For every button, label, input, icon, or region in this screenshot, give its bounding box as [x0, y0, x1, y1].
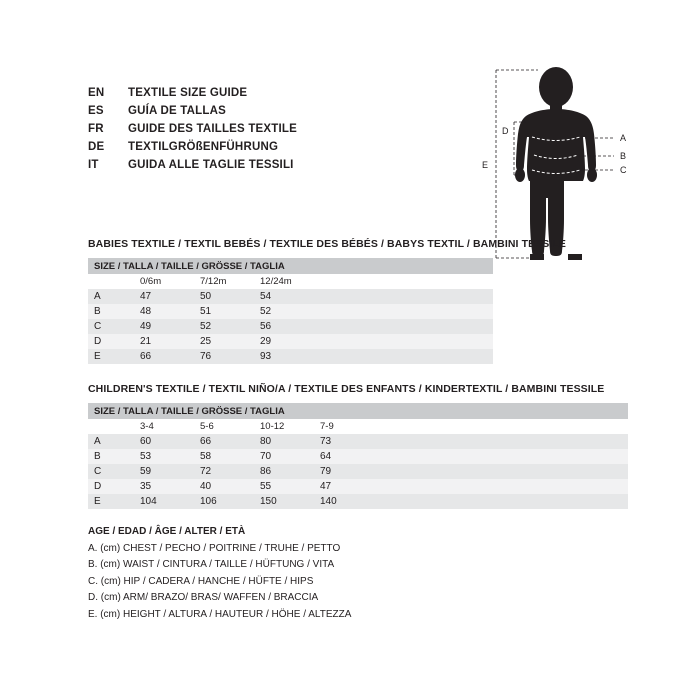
cell-value: 56: [254, 319, 314, 334]
marker-label-e: E: [482, 160, 489, 170]
column-header: 0/6m: [134, 274, 194, 289]
row-label: C: [88, 319, 134, 334]
cell-filler: [374, 494, 628, 509]
marker-label-a: A: [620, 133, 627, 143]
table-row: [88, 479, 628, 494]
language-row: [88, 156, 418, 174]
legend-item-c: C. (cm) HIP / CADERA / HANCHE / HÜFTE / HIPS: [88, 575, 314, 587]
cell-filler: [374, 464, 628, 479]
table-row: [88, 289, 493, 304]
cell-value: 64: [314, 449, 374, 464]
language-row: [88, 102, 418, 120]
cell-filler: [314, 289, 493, 304]
table-row: [88, 334, 493, 349]
babies-section-title: BABIES TEXTILE / TEXTIL BEBÉS / TEXTILE DES BÉBÉS / BABYS TEXTIL / BAMBINI TESSILE: [88, 238, 567, 250]
language-code: DE: [88, 141, 105, 153]
cell-value: 51: [194, 304, 254, 319]
babies-size-header: SIZE / TALLA / TAILLE / GRÖSSE / TAGLIA: [88, 258, 493, 274]
cell-value: 66: [194, 434, 254, 449]
measurement-legend: [88, 524, 351, 623]
table-row: [88, 449, 628, 464]
table-column-row: [88, 419, 628, 434]
column-filler: [314, 274, 493, 289]
cell-value: 25: [194, 334, 254, 349]
column-header: 3-4: [134, 419, 194, 434]
language-title: TEXTILE SIZE GUIDE: [128, 87, 248, 99]
row-label: E: [88, 349, 134, 364]
table-header-row: [88, 403, 628, 419]
cell-value: 52: [254, 304, 314, 319]
row-label: A: [88, 434, 134, 449]
language-code: IT: [88, 159, 99, 171]
row-label: B: [88, 449, 134, 464]
table-row: [88, 464, 628, 479]
marker-label-d: D: [502, 126, 509, 136]
cell-value: 48: [134, 304, 194, 319]
children-section-title: CHILDREN'S TEXTILE / TEXTIL NIÑO/A / TEXTILE DES ENFANTS / KINDERTEXTIL / BAMBINI TESSILE: [88, 383, 605, 395]
cell-value: 72: [194, 464, 254, 479]
legend-item-e: E. (cm) HEIGHT / ALTURA / HAUTEUR / HÖHE / ALTEZZA: [88, 608, 352, 620]
language-code: EN: [88, 87, 105, 99]
cell-value: 58: [194, 449, 254, 464]
row-label: E: [88, 494, 134, 509]
legend-item-a: A. (cm) CHEST / PECHO / POITRINE / TRUHE / PETTO: [88, 542, 341, 554]
language-code: ES: [88, 105, 104, 117]
cell-value: 53: [134, 449, 194, 464]
cell-filler: [314, 349, 493, 364]
cell-value: 29: [254, 334, 314, 349]
cell-value: 150: [254, 494, 314, 509]
cell-value: 140: [314, 494, 374, 509]
row-label: C: [88, 464, 134, 479]
row-label: B: [88, 304, 134, 319]
babies-size-table: [88, 258, 493, 364]
row-label: A: [88, 289, 134, 304]
cell-filler: [374, 434, 628, 449]
cell-value: 80: [254, 434, 314, 449]
table-header-row: [88, 258, 493, 274]
cell-filler: [374, 449, 628, 464]
legend-item-b: B. (cm) WAIST / CINTURA / TAILLE / HÜFTUNG / VITA: [88, 559, 335, 570]
table-row: [88, 349, 493, 364]
cell-value: 93: [254, 349, 314, 364]
cell-value: 79: [314, 464, 374, 479]
cell-value: 40: [194, 479, 254, 494]
cell-value: 35: [134, 479, 194, 494]
language-row: [88, 84, 418, 102]
children-size-header: SIZE / TALLA / TAILLE / GRÖSSE / TAGLIA: [88, 403, 628, 419]
table-row: [88, 304, 493, 319]
cell-filler: [314, 319, 493, 334]
legend-item-d: D. (cm) ARM/ BRAZO/ BRAS/ WAFFEN / BRACCIA: [88, 592, 319, 603]
cell-value: 66: [134, 349, 194, 364]
body-measurement-figure: [468, 62, 664, 262]
cell-value: 59: [134, 464, 194, 479]
column-header: 7/12m: [194, 274, 254, 289]
cell-value: 70: [254, 449, 314, 464]
language-title: GUIDA ALLE TAGLIE TESSILI: [128, 159, 294, 171]
cell-value: 60: [134, 434, 194, 449]
cell-value: 86: [254, 464, 314, 479]
cell-value: 76: [194, 349, 254, 364]
table-row: [88, 434, 628, 449]
marker-label-b: B: [620, 151, 627, 161]
column-spacer: [88, 419, 134, 434]
column-header: 10-12: [254, 419, 314, 434]
cell-value: 52: [194, 319, 254, 334]
table-row: [88, 494, 628, 509]
legend-heading: AGE / EDAD / ÂGE / ALTER / ETÀ: [88, 526, 246, 537]
cell-value: 55: [254, 479, 314, 494]
cell-value: 54: [254, 289, 314, 304]
table-column-row: [88, 274, 493, 289]
language-title: GUÍA DE TALLAS: [128, 105, 226, 117]
row-label: D: [88, 479, 134, 494]
language-row: [88, 138, 418, 156]
column-header: 7-9: [314, 419, 374, 434]
column-spacer: [88, 274, 134, 289]
row-label: D: [88, 334, 134, 349]
cell-value: 50: [194, 289, 254, 304]
marker-label-c: C: [620, 165, 627, 175]
cell-value: 73: [314, 434, 374, 449]
column-header: 5-6: [194, 419, 254, 434]
cell-value: 106: [194, 494, 254, 509]
cell-value: 21: [134, 334, 194, 349]
column-header: 12/24m: [254, 274, 314, 289]
table-row: [88, 319, 493, 334]
cell-value: 47: [314, 479, 374, 494]
cell-value: 104: [134, 494, 194, 509]
cell-value: 47: [134, 289, 194, 304]
language-code: FR: [88, 123, 104, 135]
children-size-table: [88, 403, 628, 509]
language-row: [88, 120, 418, 138]
language-title-block: [88, 84, 418, 174]
child-silhouette-icon: [515, 67, 597, 260]
cell-filler: [314, 304, 493, 319]
cell-filler: [374, 479, 628, 494]
column-filler: [374, 419, 628, 434]
cell-filler: [314, 334, 493, 349]
cell-value: 49: [134, 319, 194, 334]
language-title: TEXTILGRÖßENFÜHRUNG: [128, 141, 279, 153]
language-title: GUIDE DES TAILLES TEXTILE: [128, 123, 297, 135]
